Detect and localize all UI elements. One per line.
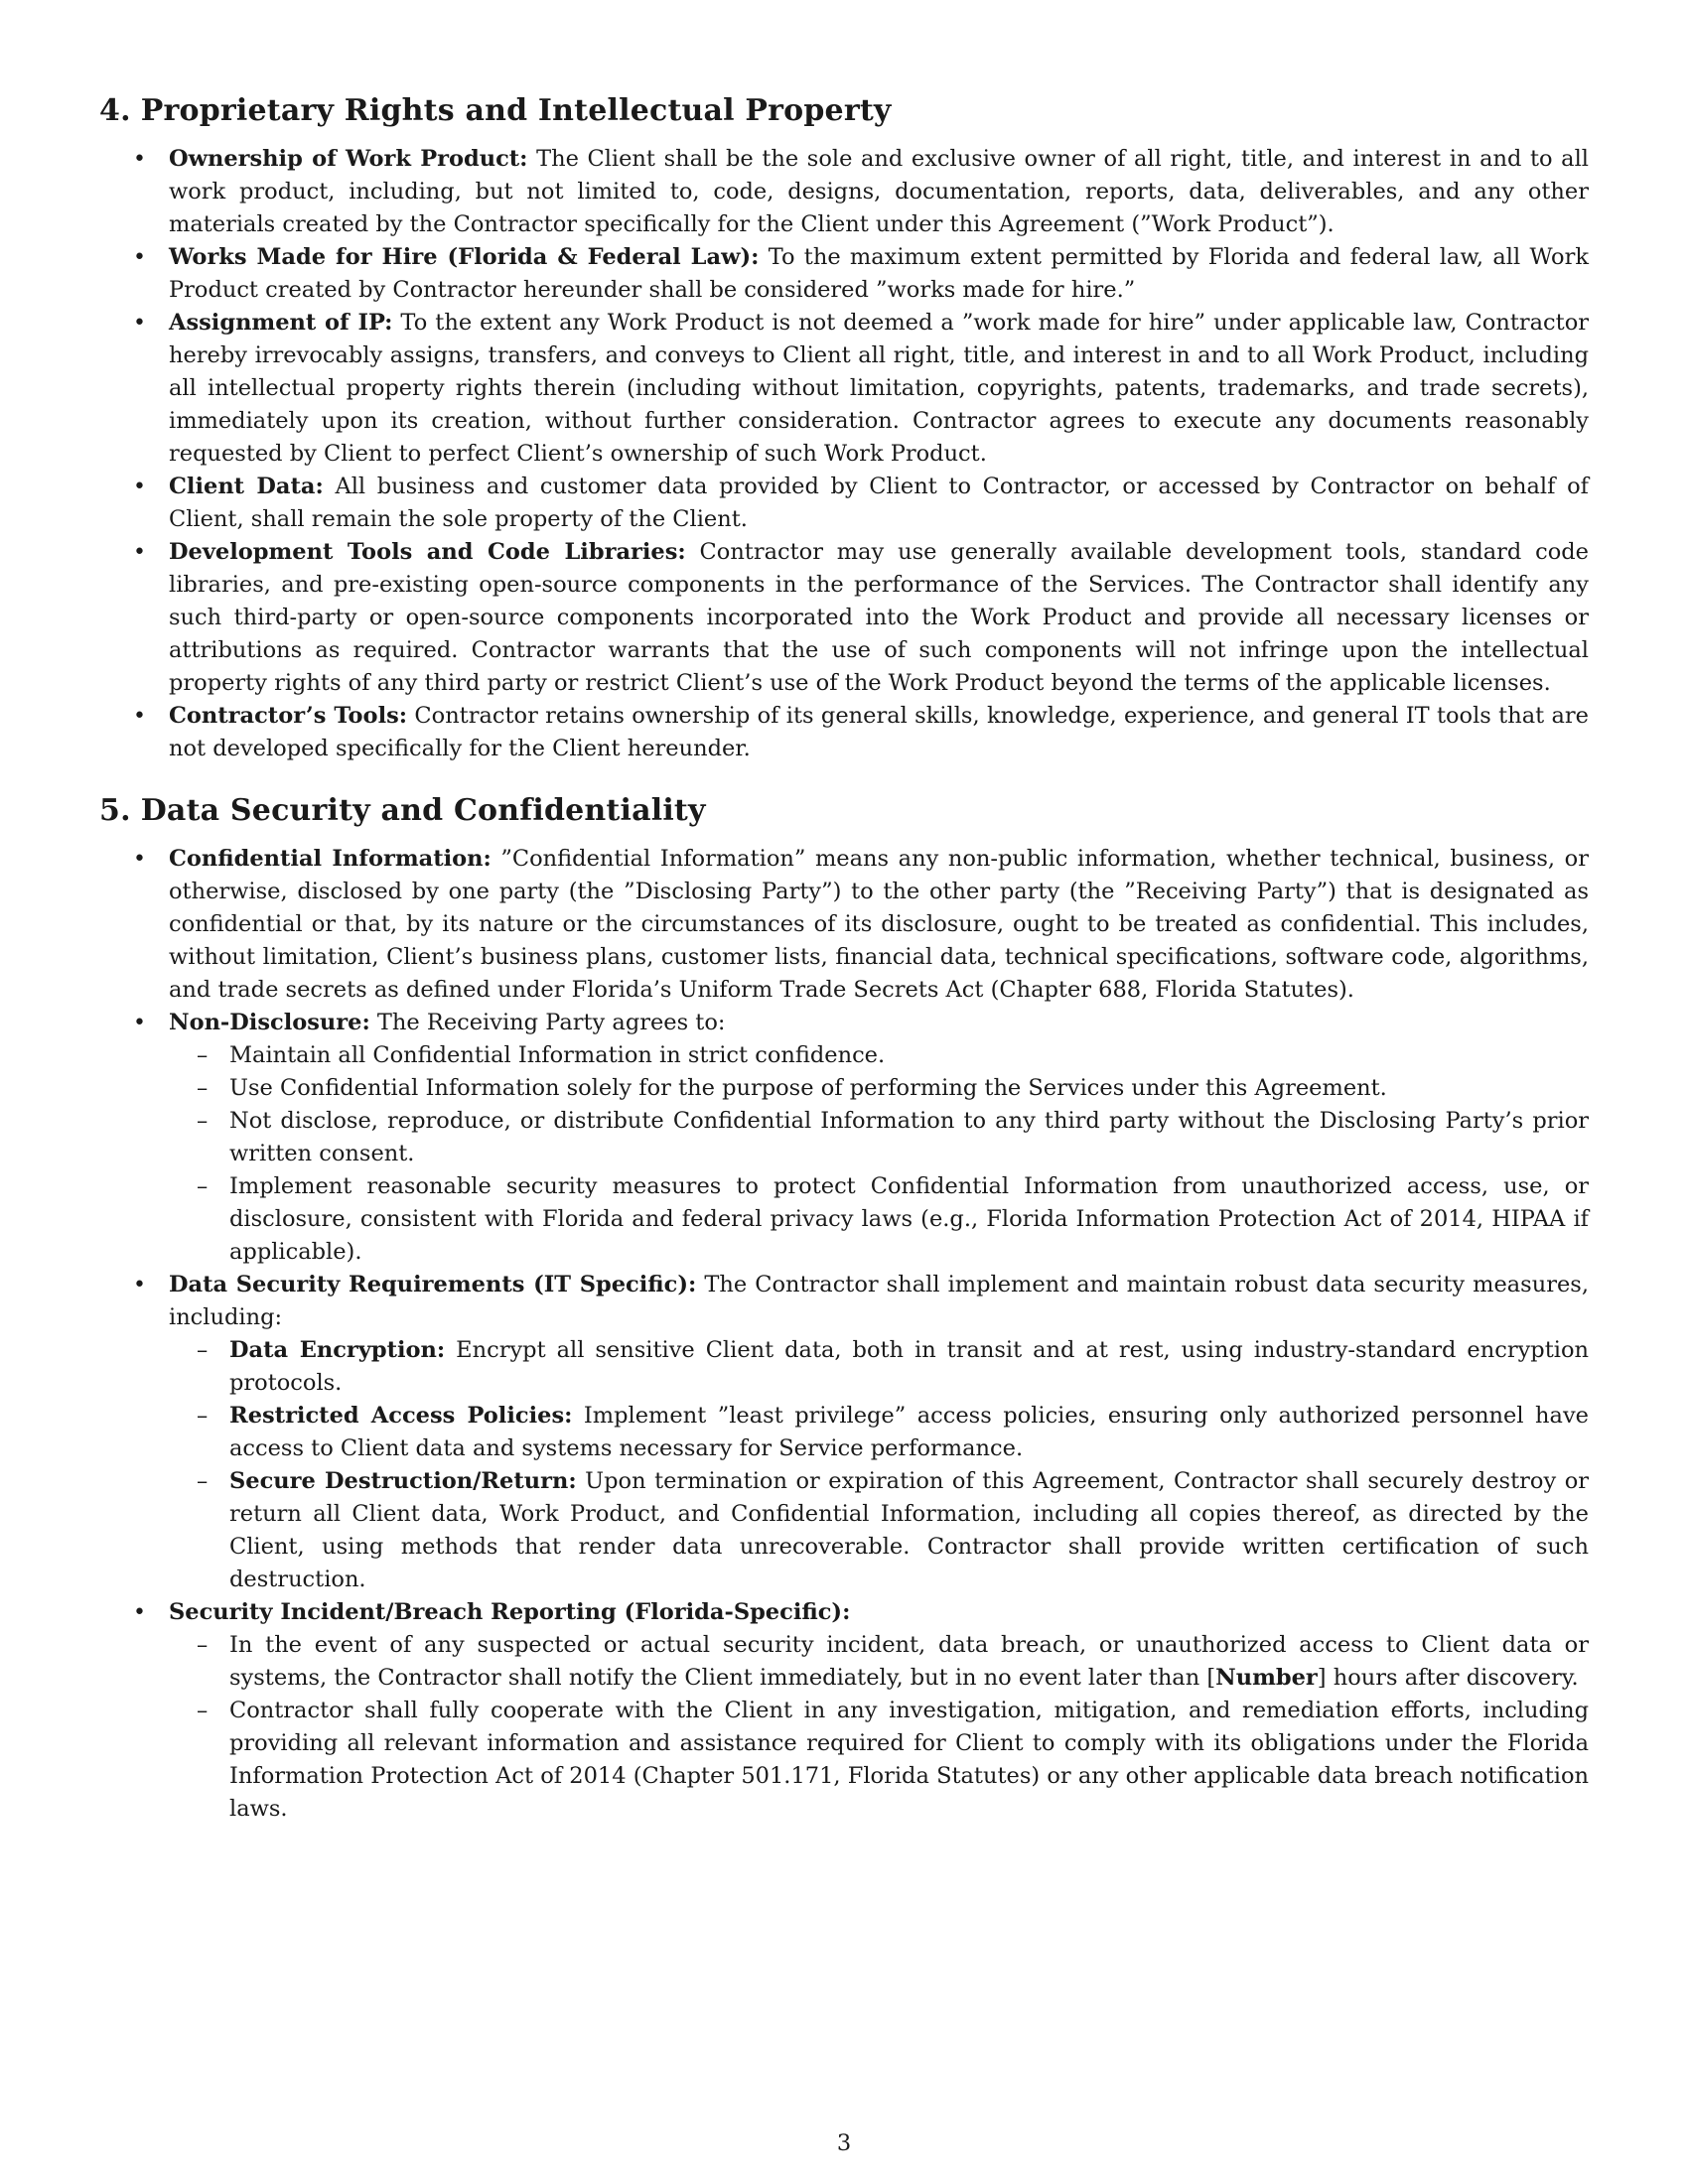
section-number: 5. (99, 793, 131, 828)
section-5-heading (99, 791, 1589, 831)
list-item-client-data: • Client Data: All business and customer data provided by Client to Contractor, or accessed by Contractor on behalf of Client, shall remain the sole property of the Client. (99, 471, 1589, 536)
section-4-list (99, 143, 1589, 765)
sub-item: – Maintain all Confidential Information in strict confidence. (169, 1039, 1589, 1072)
section-title: Proprietary Rights and Intellectual Property (140, 93, 892, 128)
sub-item: – Use Confidential Information solely for the purpose of performing the Services under this Agreement. (169, 1072, 1589, 1105)
list-item-assignment: • Assignment of IP: To the extent any Work Product is not deemed a ”work made for hire” under applicable law, Contractor hereby irrevocably assigns, transfers, and conveys to Client all right, title, and interest in and to all Work Product, including all intellectual property rights therein (including without limitation, copyrights, patents, trademarks, and trade secrets), immediately upon its creation, without further consideration. Contractor agrees to execute any documents reasonably requested by Client to perfect Client’s ownership of such Work Product. (99, 307, 1589, 471)
list-item-ownership: • Ownership of Work Product: The Client shall be the sole and exclusive owner of all right, title, and interest in and to all work product, including, but not limited to, code, designs, documentation, reports, data, deliverables, and any other materials created by the Contractor specifically for the Client under this Agreement (”Work Product”). (99, 143, 1589, 241)
section-number: 4. (99, 93, 131, 128)
page-number: 3 (836, 2130, 852, 2156)
list-item-works-for-hire: • Works Made for Hire (Florida & Federal Law): To the maximum extent permitted by Florida and federal law, all Work Product created by Contractor hereunder shall be considered ”works made for hire.” (99, 241, 1589, 307)
section-4-heading (99, 91, 1589, 131)
list-item-incident-reporting: • Security Incident/Breach Reporting (Florida-Specific): – In the event of any suspected or actual security incident, data breach, or unauthorized access to Client data or systems, the Contractor shall notify the Client immediately, but in no event later than [Number] hours after discovery. – Contractor shall fully cooperate with the Client in any investigation, mitigation, and remediation efforts, including providing all relevant information and assistance required for Client to comply with its obligations under the Florida Information Protection Act of 2014 (Chapter 501.171, Florida Statutes) or any other applicable data breach notification laws. (99, 1596, 1589, 1826)
sub-item-encryption: – Data Encryption: Encrypt all sensitive Client data, both in transit and at rest, using industry-standard encryption protocols. (169, 1334, 1589, 1400)
incident-sublist (169, 1629, 1589, 1826)
sub-item-access-policies: – Restricted Access Policies: Implement ”least privilege” access policies, ensuring only authorized personnel have access to Client data and systems necessary for Service performance. (169, 1400, 1589, 1465)
section-5-list (99, 843, 1589, 1826)
sub-item-notify: – In the event of any suspected or actual security incident, data breach, or unauthorized access to Client data or systems, the Contractor shall notify the Client immediately, but in no event later than [Number] hours after discovery. (169, 1629, 1589, 1695)
sub-item-destruction: – Secure Destruction/Return: Upon termination or expiration of this Agreement, Contractor shall securely destroy or return all Client data, Work Product, and Confidential Information, including all copies thereof, as directed by the Client, using methods that render data unrecoverable. Contractor shall provide written certification of such destruction. (169, 1465, 1589, 1596)
sub-item: – Not disclose, reproduce, or distribute Confidential Information to any third party without the Disclosing Party’s prior written consent. (169, 1105, 1589, 1170)
list-item-nondisclosure: • Non-Disclosure: The Receiving Party agrees to: – Maintain all Confidential Information in strict confidence. – Use Confidential Information solely for the purpose of performing the Services under this Agreement. – Not disclose, reproduce, or distribute Confidential Information to any third party without the Disclosing Party’s prior written consent. – Implement reasonable security measures to protect Confidential Information from unauthorized access, use, or disclosure, consistent with Florida and federal privacy laws (e.g., Florida Information Protection Act of 2014, HIPAA if applicable). (99, 1007, 1589, 1269)
page-content (99, 91, 1589, 1826)
list-item-contractor-tools: • Contractor’s Tools: Contractor retains ownership of its general skills, knowledge, experience, and general IT tools that are not developed specifically for the Client hereunder. (99, 700, 1589, 765)
sub-item: – Implement reasonable security measures to protect Confidential Information from unauthorized access, use, or disclosure, consistent with Florida and federal privacy laws (e.g., Florida Information Protection Act of 2014, HIPAA if applicable). (169, 1170, 1589, 1269)
sub-item-cooperate: – Contractor shall fully cooperate with the Client in any investigation, mitigation, and remediation efforts, including providing all relevant information and assistance required for Client to comply with its obligations under the Florida Information Protection Act of 2014 (Chapter 501.171, Florida Statutes) or any other applicable data breach notification laws. (169, 1695, 1589, 1826)
list-item-confidential: • Confidential Information: ”Confidential Information” means any non-public information, whether technical, business, or otherwise, disclosed by one party (the ”Disclosing Party”) to the other party (the ”Receiving Party”) that is designated as confidential or that, by its nature or the circumstances of its disclosure, ought to be treated as confidential. This includes, without limitation, Client’s business plans, customer lists, financial data, technical specifications, software code, algorithms, and trade secrets as defined under Florida’s Uniform Trade Secrets Act (Chapter 688, Florida Statutes). (99, 843, 1589, 1007)
data-security-sublist (169, 1334, 1589, 1596)
list-item-dev-tools: • Development Tools and Code Libraries: Contractor may use generally available development tools, standard code libraries, and pre-existing open-source components in the performance of the Services. The Contractor shall identify any such third-party or open-source components incorporated into the Work Product and provide all necessary licenses or attributions as required. Contractor warrants that the use of such components will not infringe upon the intellectual property rights of any third party or restrict Client’s use of the Work Product beyond the terms of the applicable licenses. (99, 536, 1589, 700)
section-title: Data Security and Confidentiality (140, 793, 706, 828)
nondisclosure-sublist (169, 1039, 1589, 1269)
list-item-data-security: • Data Security Requirements (IT Specific): The Contractor shall implement and maintain robust data security measures, including: – Data Encryption: Encrypt all sensitive Client data, both in transit and at rest, using industry-standard encryption protocols. – Restricted Access Policies: Implement ”least privilege” access policies, ensuring only authorized personnel have access to Client data and systems necessary for Service performance. – Secure Destruction/Return: Upon termination or expiration of this Agreement, Contractor shall securely destroy or return all Client data, Work Product, and Confidential Information, including all copies thereof, as directed by the Client, using methods that render data unrecoverable. Contractor shall provide written certification of such destruction. (99, 1269, 1589, 1596)
